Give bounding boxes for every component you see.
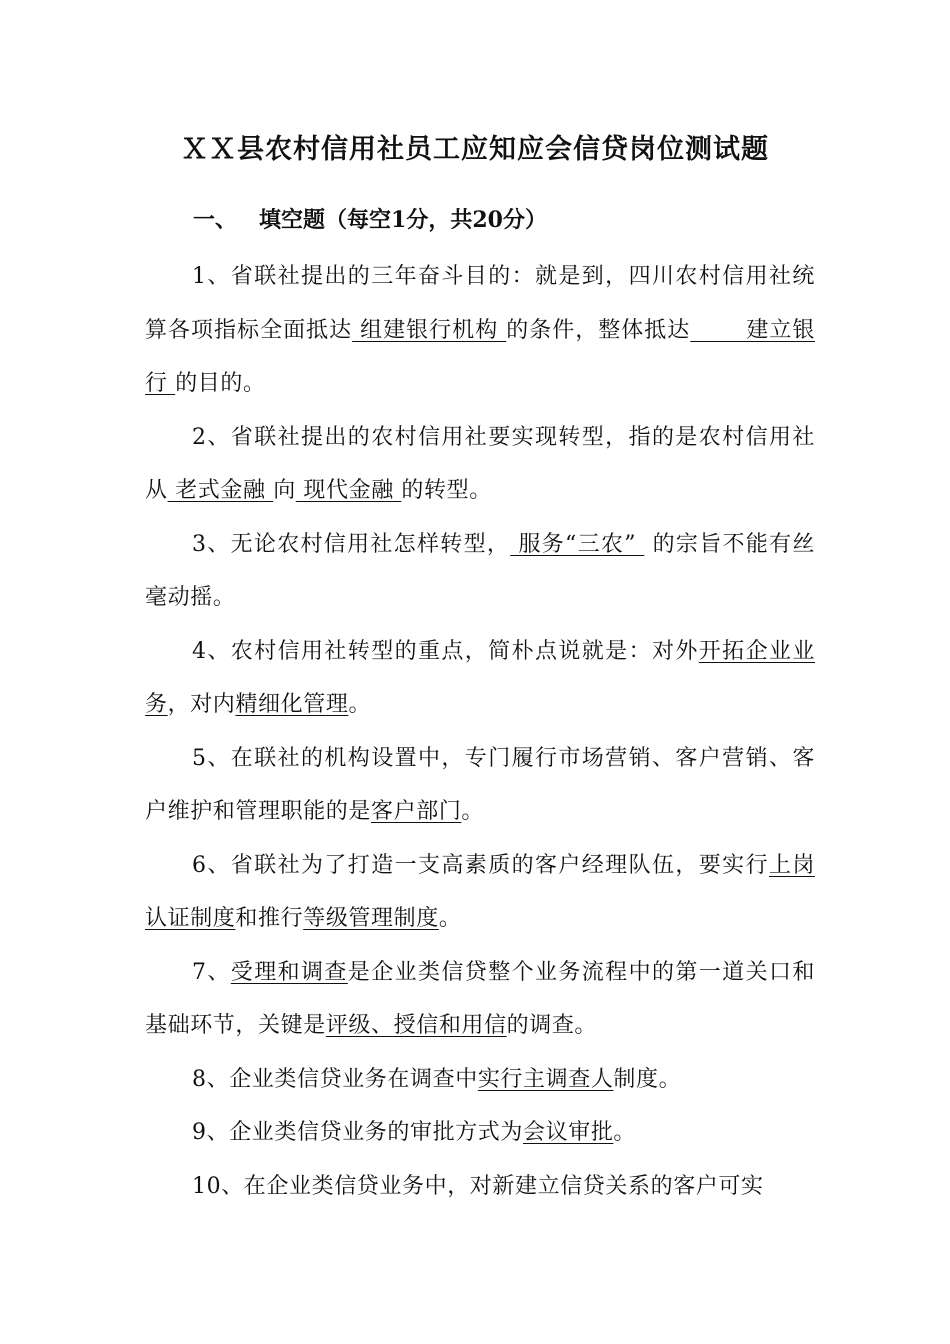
section-label: 填空题（每空1分，共20分） <box>259 207 547 233</box>
section-heading <box>193 200 547 240</box>
question-number: 4、 <box>192 638 231 664</box>
section-number: 一、 <box>193 207 238 233</box>
question-text: 省联社提出的三年奋斗目的：就是到，四川农村信用社统算各项指标全面抵达 <box>145 264 815 343</box>
answer-blank: 评级、授信和用信 <box>325 1013 507 1038</box>
answer-blank: 服务“三农” <box>510 531 645 557</box>
question-text: 无论农村信用社怎样转型， <box>230 531 511 557</box>
question-text: 的宗旨不能有丝毫动摇。 <box>145 531 816 610</box>
question-text: 的目的。 <box>175 371 266 396</box>
question-text: 企业类信贷业务在调查中 <box>229 1066 478 1092</box>
question-text: 省联社为了打造一支高素质的客户经理队伍，要实行 <box>230 852 769 878</box>
question-number: 3、 <box>192 531 231 557</box>
question-text: 向 <box>273 478 296 503</box>
answer-blank: 建立银行 <box>145 317 815 396</box>
question-text: 。 <box>613 1120 637 1145</box>
answer-blank: 受理和调查 <box>230 959 348 985</box>
question-item <box>145 1160 815 1214</box>
question-item <box>145 411 815 518</box>
question-text: 在企业类信贷业务中，对新建立信贷关系的客户可实 <box>243 1173 764 1199</box>
question-text: 企业类信贷业务的审批方式为 <box>229 1120 524 1145</box>
answer-blank: 开拓企业业务 <box>145 638 815 717</box>
question-number: 1、 <box>192 264 231 289</box>
question-item <box>145 250 815 411</box>
question-text: 的转型。 <box>401 478 492 503</box>
question-text: 在联社的机构设置中，专门履行市场营销、客户营销、客户维护和管理职能的是 <box>145 745 815 824</box>
question-number: 6、 <box>192 852 231 878</box>
question-item <box>145 1053 815 1107</box>
question-number: 9、 <box>192 1120 230 1145</box>
question-text: 制度。 <box>613 1066 682 1092</box>
answer-blank: 等级管理制度 <box>303 906 439 931</box>
question-text: 农村信用社转型的重点，简朴点说就是：对外 <box>230 638 699 664</box>
answer-blank: 现代金融 <box>295 478 402 503</box>
answer-blank: 精细化管理 <box>235 692 349 717</box>
question-text: 。 <box>461 799 485 824</box>
question-text: 。 <box>438 906 462 931</box>
answer-blank: 老式金融 <box>167 478 274 503</box>
question-item <box>145 946 815 1053</box>
question-number: 5、 <box>192 745 231 771</box>
document-title: ＸＸ县农村信用社员工应知应会信贷岗位测试题 <box>181 134 769 165</box>
question-text: 省联社提出的农村信用社要实现转型，指的是农村信用社从 <box>145 424 815 503</box>
question-text: 和推行 <box>235 906 304 931</box>
question-number: 10、 <box>192 1173 244 1199</box>
question-item <box>145 1106 815 1160</box>
answer-blank: 实行主调查人 <box>477 1066 614 1092</box>
answer-blank: 会议审批 <box>523 1120 614 1145</box>
answer-blank: 上岗认证制度 <box>145 852 815 931</box>
question-item <box>145 732 815 839</box>
question-text: 的条件，整体抵达 <box>506 317 691 343</box>
question-text: 的调查。 <box>506 1013 598 1038</box>
question-text: ，对内 <box>167 692 236 717</box>
question-number: 8、 <box>192 1066 230 1092</box>
question-number: 2、 <box>192 424 231 450</box>
question-item <box>145 839 815 946</box>
answer-blank: 客户部门 <box>371 799 462 824</box>
question-item <box>145 518 815 625</box>
question-number: 7、 <box>192 959 231 985</box>
question-list <box>145 250 815 1213</box>
question-text: 。 <box>348 692 372 717</box>
question-text: 是企业类信贷整个业务流程中的第一道关口和基础环节，关键是 <box>145 959 815 1038</box>
question-item <box>145 625 815 732</box>
answer-blank: 组建银行机构 <box>352 317 507 343</box>
